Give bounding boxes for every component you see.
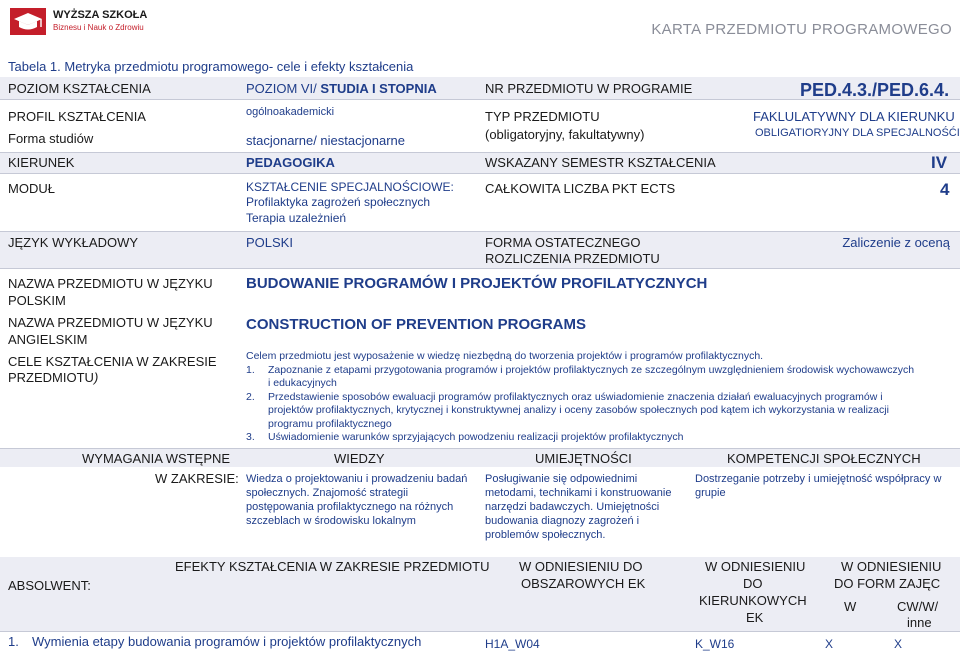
cele-item — [246, 431, 916, 445]
col-umiejetnosci: UMIEJĘTNOŚCI — [535, 451, 632, 466]
ects-label: CAŁKOWITA LICZBA PKT ECTS — [485, 181, 676, 196]
nazwa-pl-label-1: NAZWA PRZEDMIOTU W JĘZYKU — [8, 276, 213, 291]
cele-item-num: 3. — [246, 431, 255, 443]
profil-label: PROFIL KSZTAŁCENIA — [8, 109, 146, 124]
typ-value: FAKLULATYWNY DLA KIERUNKU — [753, 109, 955, 124]
poziom-value-studia: STUDIA I STOPNIA — [320, 81, 437, 96]
band-jezyk — [0, 232, 960, 268]
wymagania-umiejetnosci: Posługiwanie się odpowiednimi metodami, technikami i konstruowanie narzędzi badawczych. Umiejętności budowania diagnozy zagrożeń i problemów społecznych. — [485, 473, 672, 541]
modul-value-3: Terapia uzależnień — [246, 211, 347, 225]
semestr-value: IV — [931, 153, 948, 172]
efekt-row — [0, 633, 960, 653]
col-kier-1: W ODNIESIENIU — [705, 559, 806, 574]
table-caption: Tabela 1. Metryka przedmiotu programowego- cele i efekty kształcenia — [8, 59, 414, 74]
semestr-label: WSKAZANY SEMESTR KSZTAŁCENIA — [485, 155, 716, 170]
cele-item — [246, 364, 916, 391]
efekt-row-kier: K_W16 — [695, 637, 735, 651]
col-w: W — [844, 599, 857, 614]
logo-subtitle: Biznesu i Nauk o Zdrowiu — [53, 23, 144, 32]
forma-rozliczenia-label-1: FORMA OSTATECZNEGO — [485, 235, 641, 250]
poziom-value-level: POZIOM VI/ — [246, 81, 317, 96]
efekt-row-num: 1. — [8, 634, 19, 649]
efekt-row-w: X — [825, 637, 834, 651]
cele-label-2-text: PRZEDMIOTU — [8, 370, 94, 385]
efekt-row-cw: X — [894, 637, 903, 651]
typ-sub: (obligatoryjny, fakultatywny) — [485, 127, 645, 142]
modul-value-1: KSZTAŁCENIE SPECJALNOŚCIOWE: — [246, 180, 454, 194]
wymagania-label-1: WYMAGANIA WSTĘPNE — [82, 451, 231, 466]
cele-item-text: Uświadomienie warunków sprzyjających powodzeniu realizacji projektów profilaktycznych — [268, 431, 684, 443]
cele-item-num: 1. — [246, 363, 255, 376]
cele-item-text: Przedstawienie sposobów ewaluacji programów profilaktycznych oraz uświadomienie znaczenia działań ewaluacyjnych programów i projektów profilaktycznych, krytycznej i konstruktywnej analizy i oceny zasobów społecznych pod kątem ich wykorzystania w realizacji programu profilaktycznego — [268, 390, 889, 430]
poziom-value — [246, 81, 437, 96]
jezyk-label: JĘZYK WYKŁADOWY — [8, 235, 139, 250]
cele-intro: Celem przedmiotu jest wyposażenie w wiedzę niezbędną do tworzenia projektów i programów profilaktycznych. — [246, 350, 764, 362]
forma-rozliczenia-value: Zaliczenie z oceną — [842, 235, 950, 250]
nazwa-en-value: CONSTRUCTION OF PREVENTION PROGRAMS — [246, 316, 587, 333]
modul-label: MODUŁ — [8, 181, 55, 196]
forma-label: Forma studiów — [8, 131, 94, 146]
efekt-row-text: Wymienia etapy budowania programów i projektów profilaktycznych — [32, 634, 422, 649]
cele-label-2-suffix: ) — [93, 370, 99, 385]
wymagania-kompetencji: Dostrzeganie potrzeby i umiejętność współpracy w grupie — [695, 473, 942, 499]
cele-item — [246, 391, 916, 432]
col-kier-4: EK — [746, 610, 764, 625]
logo — [8, 3, 148, 37]
cele-item-num: 2. — [246, 390, 255, 403]
nazwa-pl-label-2: POLSKIM — [8, 293, 66, 308]
col-forma-1: W ODNIESIENIU — [841, 559, 942, 574]
nr-label: NR PRZEDMIOTU W PROGRAMIE — [485, 81, 693, 96]
nazwa-pl-value: BUDOWANIE PROGRAMÓW I PROJEKTÓW PROFILATYCZNYCH — [246, 275, 708, 292]
profil-value: ogólnoakademicki — [246, 106, 335, 118]
kierunek-label: KIERUNEK — [8, 155, 75, 170]
wymagania-wiedzy: Wiedza o projektowaniu i prowadzeniu badań społecznych. Znajomość strategii postępowania profilaktycznego na różnych szczeblach w środowisku lokalnym — [246, 473, 468, 527]
cele-label-1: CELE KSZTAŁCENIA W ZAKRESIE — [8, 354, 217, 369]
cele-list — [246, 364, 916, 445]
efekt-row-obszar: H1A_W04 — [485, 637, 540, 651]
absolwent-label: ABSOLWENT: — [8, 578, 91, 593]
col-obszar-2: OBSZAROWYCH EK — [521, 576, 646, 591]
efekty-header: EFEKTY KSZTAŁCENIA W ZAKRESIE PRZEDMIOTU — [175, 559, 490, 574]
graduation-cap-icon — [8, 5, 48, 37]
col-cw-2: inne — [907, 615, 932, 630]
nazwa-en-label-2: ANGIELSKIM — [8, 332, 88, 347]
jezyk-value: POLSKI — [246, 235, 293, 250]
modul-value-2: Profilaktyka zagrożeń społecznych — [246, 195, 431, 209]
typ-value-2: OBLIGATIORYJNY DLA SPECJALNOŚĆI — [755, 127, 960, 139]
cele-item-text: Zapoznanie z etapami przygotowania programów i projektów profilaktycznych ze szczególnym uwzględnieniem środowisk wychowawczych i edukacyjnych — [268, 363, 915, 389]
poziom-label: POZIOM KSZTAŁCENIA — [8, 81, 151, 96]
nazwa-en-label-1: NAZWA PRZEDMIOTU W JĘZYKU — [8, 315, 213, 330]
band-kierunek — [0, 153, 960, 173]
col-kier-2: DO — [743, 576, 763, 591]
typ-label: TYP PRZEDMIOTU — [485, 109, 600, 124]
document-title: KARTA PRZEDMIOTU PROGRAMOWEGO — [651, 21, 952, 38]
col-wiedzy: WIEDZY — [334, 451, 385, 466]
forma-rozliczenia-label-2: ROZLICZENIA PRZEDMIOTU — [485, 251, 660, 266]
nr-value: PED.4.3./PED.6.4. — [800, 80, 950, 100]
col-forma-2: DO FORM ZAJĘC — [834, 576, 941, 591]
logo-name: WYŻSZA SZKOŁA — [53, 9, 148, 21]
col-kompetencji: KOMPETENCJI SPOŁECZNYCH — [727, 451, 921, 466]
col-kier-3: KIERUNKOWYCH — [699, 593, 807, 608]
col-cw-1: CW/W/ — [897, 599, 939, 614]
forma-value: stacjonarne/ niestacjonarne — [246, 133, 405, 148]
cele-block — [246, 350, 916, 445]
cele-label-2 — [8, 370, 98, 385]
wymagania-label-2: W ZAKRESIE: — [155, 471, 239, 486]
kierunek-value: PEDAGOGIKA — [246, 155, 335, 170]
col-obszar-1: W ODNIESIENIU DO — [519, 559, 643, 574]
ects-value: 4 — [940, 180, 950, 199]
